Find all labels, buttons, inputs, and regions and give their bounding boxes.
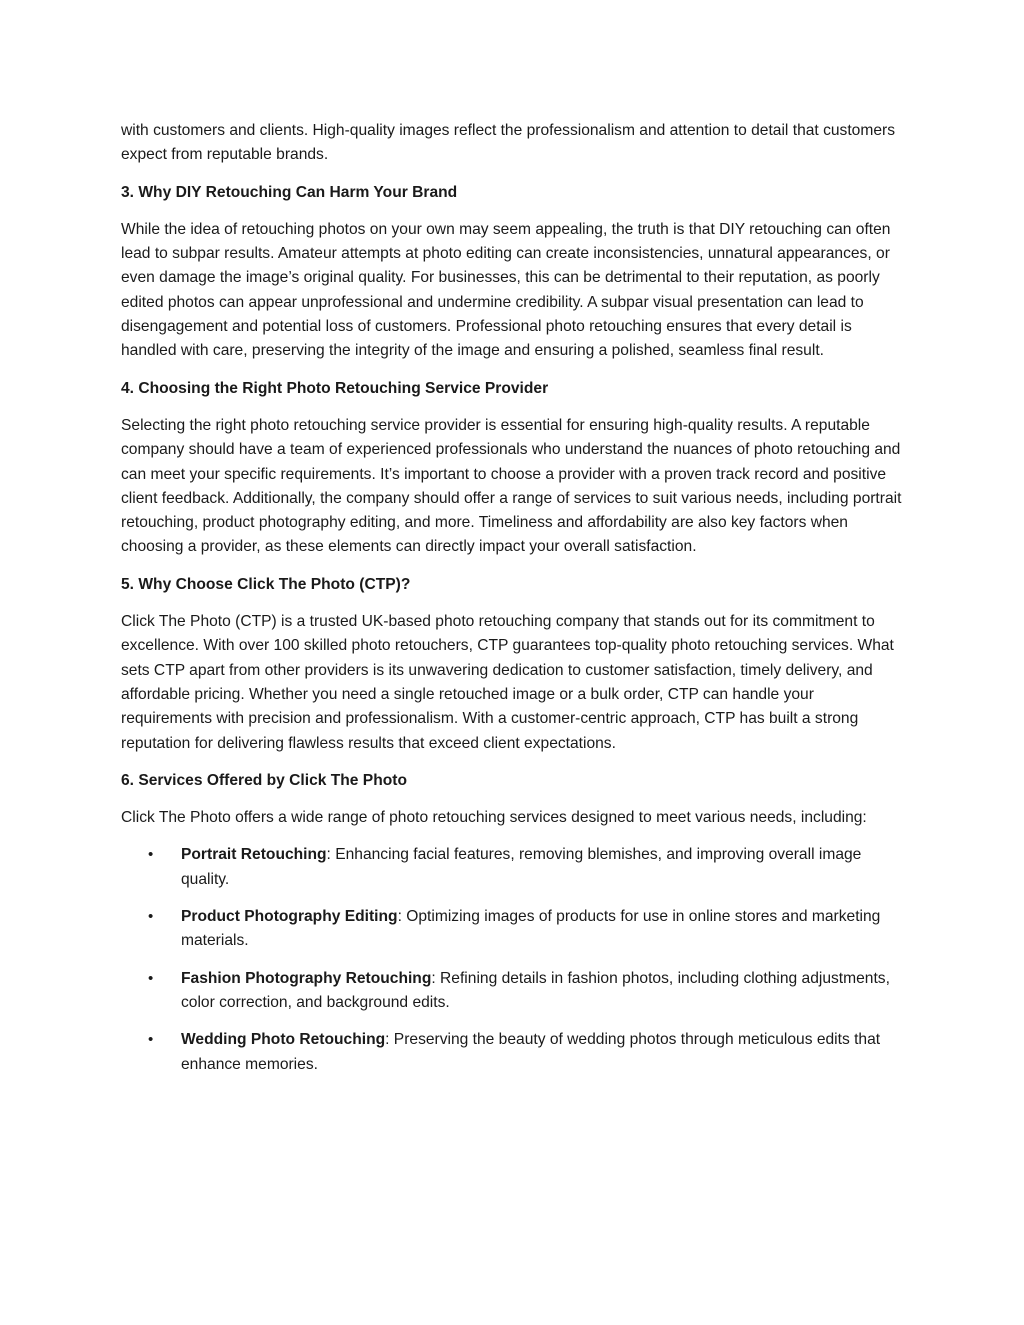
- section-paragraph-diy: While the idea of retouching photos on your own may seem appealing, the truth is that DIY retouching can often lead to subpar results. Amateur attempts at photo editing can create inconsistencies, unnatural appearances, or even damage the image’s original quality. For businesses, this can be detrimental to their reputation, as poorly edited photos can appear unprofessional and undermine credibility. A subpar visual presentation can lead to disengagement and potential loss of customers. Professional photo retouching ensures that every detail is handled with care, preserving the integrity of the image and ensuring a polished, seamless final result.: [121, 220, 891, 360]
- section-paragraph-why-ctp: Click The Photo (CTP) is a trusted UK-based photo retouching company that stands out for its commitment to excellence. With over 100 skilled photo retouchers, CTP guarantees top-quality photo retouching services. What sets CTP apart from other providers is its unwavering dedication to customer satisfaction, timely delivery, and affordable pricing. Whether you need a single retouched image or a bulk order, CTP can handle your requirements with precision and professionalism. With a customer-centric approach, CTP has built a strong reputation for delivering flawless results that exceed client expectations.: [121, 613, 894, 752]
- section-paragraph-choosing-provider: Selecting the right photo retouching service provider is essential for ensuring high-quality results. A reputable company should have a team of experienced professionals who understand the nuances of photo retouching and can meet your specific requirements. It’s important to choose a provider with a proven track record and positive client feedback. Additionally, the company should offer a range of services to suit various needs, including portrait retouching, product photography editing, and more. Timeliness and affordability are also key factors when choosing a provider, as these elements can directly impact your overall satisfaction.: [121, 416, 902, 556]
- list-item: [121, 967, 903, 1016]
- section-heading-diy: 3. Why DIY Retouching Can Harm Your Brand: [121, 183, 458, 201]
- bullet-icon: •: [148, 969, 154, 987]
- service-term: Wedding Photo Retouching: [181, 1031, 386, 1049]
- section-heading-why-ctp: 5. Why Choose Click The Photo (CTP)?: [121, 575, 411, 593]
- service-description: : Optimizing images of products for use in online stores and marketing materials.: [181, 908, 881, 950]
- bullet-icon: •: [148, 1031, 154, 1049]
- service-term: Product Photography Editing: [181, 908, 398, 926]
- list-item: [121, 1028, 903, 1077]
- section-heading-choosing-provider: 4. Choosing the Right Photo Retouching Service Provider: [121, 379, 549, 397]
- service-term: Fashion Photography Retouching: [181, 969, 432, 987]
- services-list: [121, 843, 903, 1076]
- intro-paragraph: with customers and clients. High-quality images reflect the professionalism and attention to detail that customers expect from reputable brands.: [121, 122, 895, 164]
- service-description: : Preserving the beauty of wedding photos through meticulous edits that enhance memories.: [181, 1031, 881, 1073]
- section-paragraph-services: Click The Photo offers a wide range of photo retouching services designed to meet various needs, including:: [121, 809, 867, 827]
- bullet-icon: •: [148, 908, 154, 926]
- section-heading-services: 6. Services Offered by Click The Photo: [121, 771, 407, 789]
- service-term: Portrait Retouching: [181, 846, 327, 864]
- list-item: [121, 905, 903, 954]
- document-page: [121, 119, 903, 1090]
- list-item: [121, 843, 903, 892]
- service-description: : Refining details in fashion photos, including clothing adjustments, color correction, and background edits.: [181, 969, 890, 1011]
- bullet-icon: •: [148, 846, 154, 864]
- service-description: : Enhancing facial features, removing blemishes, and improving overall image quality.: [181, 846, 862, 888]
